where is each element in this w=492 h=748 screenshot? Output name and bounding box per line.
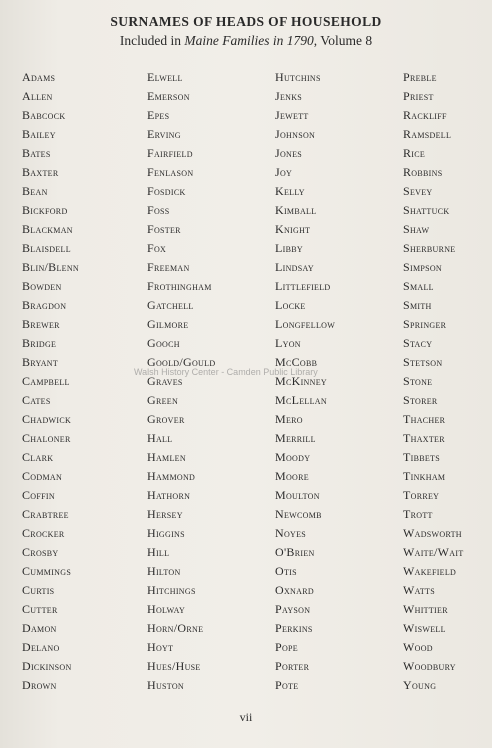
page-number: vii bbox=[239, 710, 253, 724]
surname-entry: Bean bbox=[22, 184, 48, 198]
surname-entry: Bragdon bbox=[22, 298, 67, 312]
subtitle-suffix: , Volume 8 bbox=[313, 33, 373, 48]
surname-column-3 bbox=[275, 68, 400, 695]
surname-entry: Babcock bbox=[22, 108, 66, 122]
subtitle-italic-title: Maine Families in 1790 bbox=[184, 33, 314, 48]
surname-entry: Newcomb bbox=[275, 507, 322, 521]
surname-entry: Jones bbox=[275, 146, 303, 160]
surname-entry: Hammond bbox=[147, 469, 196, 483]
surname-entry: Higgins bbox=[147, 526, 185, 540]
surname-entry: Hill bbox=[147, 545, 170, 559]
surname-entry: Perkins bbox=[275, 621, 313, 635]
surname-entry: Allen bbox=[22, 89, 53, 103]
surname-entry: Crosby bbox=[22, 545, 59, 559]
surname-entry: Fenlason bbox=[147, 165, 194, 179]
surname-entry: Elwell bbox=[147, 70, 183, 84]
surname-entry: Goold/Gould bbox=[147, 355, 216, 369]
surname-entry: Springer bbox=[403, 317, 447, 331]
surname-entry: Thacher bbox=[403, 412, 446, 426]
surname-entry: Moore bbox=[275, 469, 309, 483]
surname-entry: Priest bbox=[403, 89, 434, 103]
surname-entry: Green bbox=[147, 393, 179, 407]
surname-entry: Moody bbox=[275, 450, 311, 464]
surname-entry: Stacy bbox=[403, 336, 433, 350]
surname-column-2 bbox=[147, 68, 272, 695]
surname-entry: Adams bbox=[22, 70, 56, 84]
surname-entry: Knight bbox=[275, 222, 311, 236]
surname-entry: Shaw bbox=[403, 222, 430, 236]
surname-entry: Fox bbox=[147, 241, 167, 255]
surname-entry: Blaisdell bbox=[22, 241, 71, 255]
surname-entry: Noyes bbox=[275, 526, 307, 540]
surname-entry: Trott bbox=[403, 507, 433, 521]
surname-entry: Drown bbox=[22, 678, 57, 692]
surname-column-4 bbox=[403, 68, 492, 695]
surname-entry: Pope bbox=[275, 640, 298, 654]
surname-entry: Bates bbox=[22, 146, 51, 160]
surname-entry: Hitchings bbox=[147, 583, 196, 597]
surname-entry: Wood bbox=[403, 640, 433, 654]
surname-entry: Ramsdell bbox=[403, 127, 452, 141]
surname-entry: Torrey bbox=[403, 488, 440, 502]
surname-entry: Hoyt bbox=[147, 640, 174, 654]
surname-entry: Wiswell bbox=[403, 621, 446, 635]
surname-entry: Payson bbox=[275, 602, 311, 616]
surname-entry: Dickinson bbox=[22, 659, 72, 673]
surname-entry: Bowden bbox=[22, 279, 62, 293]
surname-entry: Gilmore bbox=[147, 317, 189, 331]
surname-entry: Littlefield bbox=[275, 279, 331, 293]
surname-entry: Oxnard bbox=[275, 583, 314, 597]
surname-entry: Preble bbox=[403, 70, 437, 84]
watermark: Walsh History Center - Camden Public Library bbox=[134, 367, 318, 377]
surname-entry: Joy bbox=[275, 165, 293, 179]
surname-entry: Clark bbox=[22, 450, 54, 464]
surname-entry: Rackliff bbox=[403, 108, 447, 122]
surname-entry: Young bbox=[403, 678, 437, 692]
surname-entry: Sevey bbox=[403, 184, 433, 198]
surname-entry: Wadsworth bbox=[403, 526, 462, 540]
surname-entry: Bridge bbox=[22, 336, 57, 350]
surname-entry: Storer bbox=[403, 393, 438, 407]
surname-entry: McCobb bbox=[275, 355, 318, 369]
surname-entry: Horn/Orne bbox=[147, 621, 204, 635]
surname-entry: Wakefield bbox=[403, 564, 457, 578]
surname-entry: Stetson bbox=[403, 355, 443, 369]
surname-entry: Fairfield bbox=[147, 146, 193, 160]
surname-entry: Grover bbox=[147, 412, 185, 426]
surname-entry: Hamlen bbox=[147, 450, 186, 464]
surname-entry: Delano bbox=[22, 640, 60, 654]
surname-entry: Robbins bbox=[403, 165, 443, 179]
surname-entry: Huston bbox=[147, 678, 184, 692]
surname-entry: Baxter bbox=[22, 165, 59, 179]
surname-entry: Frothingham bbox=[147, 279, 212, 293]
surname-entry: Blin/Blenn bbox=[22, 260, 79, 274]
surname-entry: Woodbury bbox=[403, 659, 456, 673]
surname-entry: Thaxter bbox=[403, 431, 445, 445]
surname-entry: Whittier bbox=[403, 602, 448, 616]
surname-entry: Merrill bbox=[275, 431, 316, 445]
surname-entry: Rice bbox=[403, 146, 426, 160]
surname-entry: Lindsay bbox=[275, 260, 314, 274]
surname-entry: Otis bbox=[275, 564, 297, 578]
surname-entry: Damon bbox=[22, 621, 57, 635]
surname-entry: Libby bbox=[275, 241, 303, 255]
surname-entry: Waite/Wait bbox=[403, 545, 464, 559]
surname-entry: Gatchell bbox=[147, 298, 194, 312]
surname-entry: Jenks bbox=[275, 89, 303, 103]
surname-entry: Crabtree bbox=[22, 507, 69, 521]
surname-entry: Emerson bbox=[147, 89, 190, 103]
surname-entry: Gooch bbox=[147, 336, 180, 350]
surname-entry: Kimball bbox=[275, 203, 317, 217]
surname-entry: Foster bbox=[147, 222, 181, 236]
surname-entry: Bryant bbox=[22, 355, 59, 369]
surname-entry: Fosdick bbox=[147, 184, 186, 198]
subtitle-prefix: Included in bbox=[119, 33, 185, 48]
surname-entry: Hathorn bbox=[147, 488, 191, 502]
surname-entry: Shattuck bbox=[403, 203, 450, 217]
surname-entry: Moulton bbox=[275, 488, 320, 502]
surname-entry: Watts bbox=[403, 583, 435, 597]
surname-entry: Hutchins bbox=[275, 70, 321, 84]
surname-entry: Longfellow bbox=[275, 317, 336, 331]
surname-entry: Smith bbox=[403, 298, 432, 312]
surname-column-1 bbox=[22, 68, 147, 695]
page-subtitle bbox=[0, 33, 492, 49]
surname-entry: Holway bbox=[147, 602, 186, 616]
surname-entry: Jewett bbox=[275, 108, 309, 122]
surname-entry: Small bbox=[403, 279, 434, 293]
surname-entry: Codman bbox=[22, 469, 63, 483]
surname-entry: Stone bbox=[403, 374, 433, 388]
surname-entry: Crocker bbox=[22, 526, 65, 540]
surname-entry: Hilton bbox=[147, 564, 181, 578]
surname-entry: Curtis bbox=[22, 583, 55, 597]
surname-entry: Mero bbox=[275, 412, 303, 426]
surname-entry: Cutter bbox=[22, 602, 58, 616]
surname-entry: Tinkham bbox=[403, 469, 446, 483]
page-title: SURNAMES OF HEADS OF HOUSEHOLD bbox=[110, 14, 382, 29]
surname-entry: Simpson bbox=[403, 260, 443, 274]
surname-entry: Sherburne bbox=[403, 241, 456, 255]
surname-entry: Blackman bbox=[22, 222, 73, 236]
surname-entry: Epes bbox=[147, 108, 170, 122]
surname-entry: Bailey bbox=[22, 127, 56, 141]
surname-entry: Graves bbox=[147, 374, 183, 388]
surname-entry: Cates bbox=[22, 393, 51, 407]
surname-entry: O'Brien bbox=[275, 545, 315, 559]
surname-entry: Hall bbox=[147, 431, 173, 445]
surname-entry: Coffin bbox=[22, 488, 55, 502]
surname-entry: Chaloner bbox=[22, 431, 71, 445]
surname-entry: Cummings bbox=[22, 564, 72, 578]
surname-entry: Porter bbox=[275, 659, 310, 673]
surname-entry: McLellan bbox=[275, 393, 327, 407]
surname-entry: Lyon bbox=[275, 336, 301, 350]
surname-entry: Locke bbox=[275, 298, 306, 312]
surname-entry: Foss bbox=[147, 203, 170, 217]
surname-entry: Hues/Huse bbox=[147, 659, 201, 673]
surname-entry: Campbell bbox=[22, 374, 70, 388]
surname-entry: Freeman bbox=[147, 260, 190, 274]
surname-entry: Brewer bbox=[22, 317, 60, 331]
surname-entry: Kelly bbox=[275, 184, 305, 198]
surname-entry: Pote bbox=[275, 678, 299, 692]
surname-entry: Bickford bbox=[22, 203, 68, 217]
surname-entry: Chadwick bbox=[22, 412, 72, 426]
surname-entry: Tibbets bbox=[403, 450, 440, 464]
surname-entry: Johnson bbox=[275, 127, 316, 141]
surname-entry: Hersey bbox=[147, 507, 183, 521]
surname-entry: McKinney bbox=[275, 374, 327, 388]
surname-entry: Erving bbox=[147, 127, 181, 141]
